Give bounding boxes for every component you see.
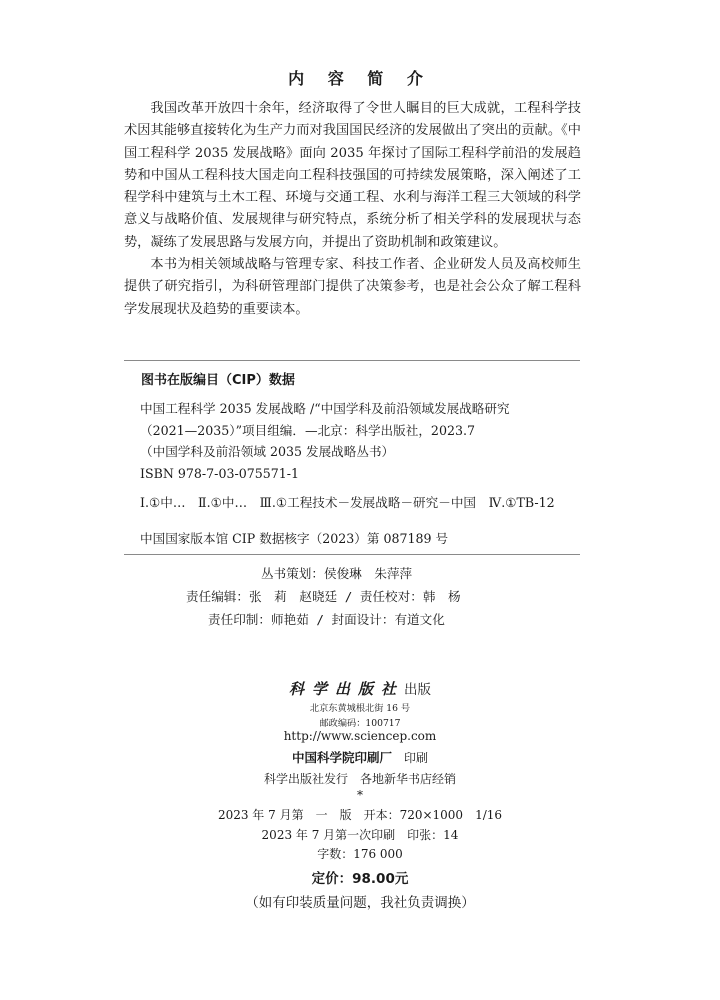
publisher-suffix: 出版 bbox=[404, 682, 431, 698]
divider bbox=[124, 360, 580, 361]
publisher-line bbox=[0, 678, 720, 699]
cip-classification: Ⅰ.①中… Ⅱ.①中… Ⅲ.①工程技术－发展战略－研究－中国 Ⅳ.①TB-12 bbox=[140, 495, 555, 510]
edition-line: 2023 年 7 月第 一 版 开本：720×1000 1/16 bbox=[217, 808, 503, 822]
cip-record-line: （2021—2035）”项目组编．—北京：科学出版社，2023.7 bbox=[140, 422, 475, 438]
price: 定价：98.00元 bbox=[311, 871, 409, 887]
word-count: 字数：176 000 bbox=[317, 847, 403, 861]
publisher-address: 北京东黄城根北街 16 号 bbox=[309, 703, 411, 714]
printing-line: 2023 年 7 月第一次印刷 印张：14 bbox=[261, 828, 459, 842]
printer-suffix: 印刷 bbox=[404, 751, 429, 765]
summary-heading: 内 容 简 介 bbox=[288, 69, 432, 88]
publisher-postcode: 邮政编码：100717 bbox=[319, 718, 401, 729]
cip-record bbox=[140, 398, 580, 484]
separator-asterisk: * bbox=[357, 788, 363, 802]
cip-data-number: 中国国家版本馆 CIP 数据核字（2023）第 087189 号 bbox=[140, 531, 449, 546]
print-and-cover-credits: 责任印制：师艳茹 / 封面设计：有道文化 bbox=[208, 612, 445, 627]
responsible-editors: 责任编辑：张 莉 赵晓廷 / 责任校对：韩 杨 bbox=[186, 589, 461, 604]
summary-body bbox=[124, 98, 581, 321]
publisher-url: http://www.sciencep.com bbox=[283, 729, 437, 743]
series-planning: 丛书策划：侯俊琳 朱萍萍 bbox=[261, 566, 413, 581]
cip-heading: 图书在版编目（CIP）数据 bbox=[141, 373, 295, 388]
printer-logo: 中国科学院印刷厂 bbox=[291, 750, 392, 765]
cip-record-line: 中国工程科学 2035 发展战略 /“中国学科及前沿领域发展战略研究 bbox=[140, 401, 510, 416]
cip-record-line: （中国学科及前沿领域 2035 发展战略丛书） bbox=[140, 444, 395, 459]
publisher-logo: 科学出版社 bbox=[288, 680, 404, 698]
distribution-line: 科学出版社发行 各地新华书店经销 bbox=[263, 772, 456, 786]
cip-isbn: ISBN 978-7-03-075571-1 bbox=[140, 465, 300, 481]
printer-line bbox=[0, 748, 720, 766]
summary-paragraph: 我国改革开放四十余年，经济取得了令世人瞩目的巨大成就，工程科学技术因其能够直接转化为生产力而对我国国民经济的发展做出了突出的贡献。《中国工程科学 2035 发展战略》面向 2035 年探讨了国际工程科学前沿的发展趋势和中国从工程科技大国走向工程科技强国的可持续发展策略，深入阐述了工程学科中建筑与土木工程、环境与交通工程、水利与海洋工程三大领域的科学意义与战略价值、发展规律与研究特点，系统分析了相关学科的发展现状与态势，凝练了发展思路与发展方向，并提出了资助机制和政策建议。 bbox=[124, 101, 581, 250]
return-notice: （如有印装质量问题，我社负责调换） bbox=[245, 895, 475, 911]
summary-paragraph: 本书为相关领域战略与管理专家、科技工作者、企业研发人员及高校师生提供了研究指引，为科研管理部门提供了决策参考，也是社会公众了解工程科学发展现状及趋势的重要读本。 bbox=[124, 257, 581, 317]
divider bbox=[124, 554, 580, 555]
